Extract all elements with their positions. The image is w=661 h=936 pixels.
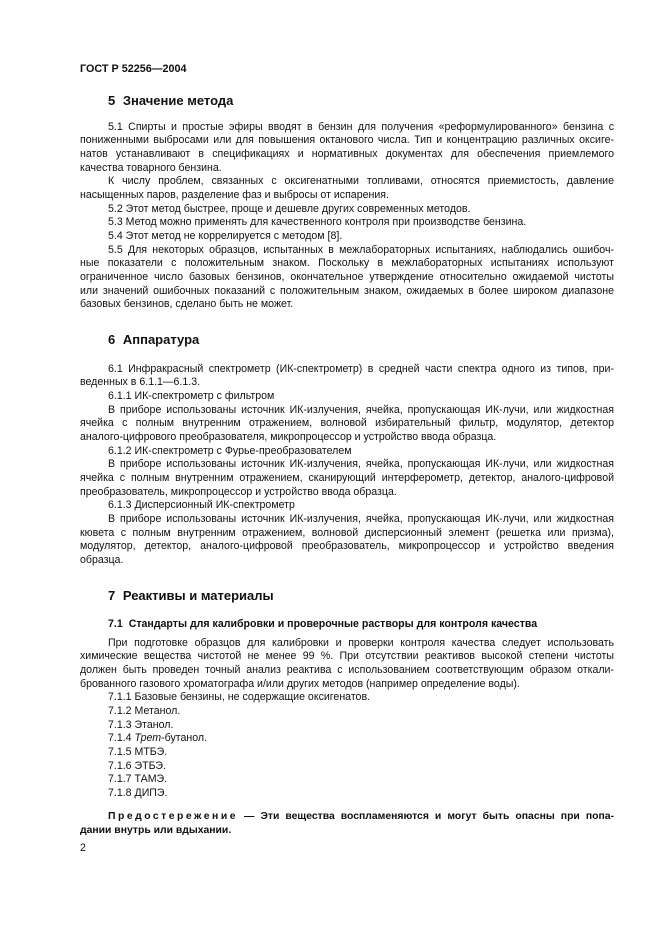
section-6-line-12: В приборе использованы источник ИК-излучения, ячейка, пропускающая ИК-лучи, или жидкостная [108,513,614,526]
item-number: 7.1.3 [108,718,132,731]
document-header: ГОСТ Р 52256—2004 [80,63,187,75]
section-5-line-5: К числу проблем, связанных с оксигенатными топливами, относятся приемистость, давление [108,175,614,188]
list-item-7-1-5 [80,746,614,760]
subsection-title: Стандарты для калибровки и проверочные растворы для контроля качества [128,618,538,630]
section-7-line-1: При подготовке образцов для калибровки и проверки контроля качества следует использовать [108,636,614,649]
section-5-line-8: 5.3 Метод можно применять для качественного контроля при производстве бензина. [108,216,527,229]
section-6-line-3: 6.1.1 ИК-спектрометр с фильтром [108,389,275,402]
section-5-body [80,121,614,313]
page-number: 2 [80,842,86,854]
section-5-line-6: насыщенных паров, разделение фаз и выбросы от испарения. [80,188,389,201]
section-7-line-4: брованного газового хроматографа и/или других методов (например определение воды). [80,677,520,690]
list-item-7-1-3 [80,719,614,733]
item-text: ДИПЭ. [134,787,168,800]
warning-line-1 [80,810,614,824]
list-item-7-1-6 [80,760,614,774]
section-5-line-1: 5.1 Спирты и простые эфиры вводят в бензин для получения «реформулированного» бензина с [108,120,614,133]
item-text: МТБЭ. [134,746,168,758]
warning-label: Предостережение [108,811,238,822]
item-text: ЭТБЭ. [134,759,166,772]
item-text: -бутанол. [161,732,208,745]
item-number: 7.1.1 [108,691,132,704]
subsection-number: 7.1 [108,618,123,630]
warning-line-2: дании внутрь или вдыхании. [80,824,232,836]
list-item-7-1-7 [80,773,614,787]
item-number: 7.1.7 [108,773,132,786]
section-6-line-13: кювета с полным внутренним отражением, волновой дисперсионный элемент (решетка или призма), [80,526,614,539]
warning-text: — Эти вещества воспламеняются и могут быть опасны при попа- [244,811,614,822]
item-number: 7.1.6 [108,759,132,772]
section-5-line-11: ные показатели с положительным знаком. Поскольку в межлабораторных испытаниях используют [80,257,614,270]
item-text: Этанол. [134,718,174,731]
section-title: Аппаратура [122,332,200,347]
section-7-body [80,637,614,801]
section-5-line-10: 5.5 Для некоторых образцов, испытанных в межлабораторных испытаниях, наблюдались ошибоч- [108,243,614,256]
section-title: Реактивы и материалы [122,587,274,603]
section-number: 6 [108,332,116,347]
item-number: 7.1.5 [108,746,132,758]
section-heading-5 [80,93,614,109]
list-item-7-1-1 [80,691,614,705]
section-5-line-14: базовых бензинов, сделано быть не может. [80,298,294,311]
section-5-line-2: пониженными выбросами или для повышения октанового числа. Тип и концентрацию различных оксиге- [80,134,614,147]
section-6-line-10: преобразователь, микропроцессор и устройство ввода образца. [80,485,397,498]
subsection-heading-7-1 [80,618,614,632]
item-text: Базовые бензины, не содержащие оксигенатов. [134,691,371,704]
item-number: 7.1.8 [108,787,132,800]
section-5-line-4: качества товарного бензина. [80,161,222,174]
section-5-line-9: 5.4 Этот метод не коррелируется с методом [8]. [108,230,343,242]
section-5-line-3: натов устанавливают в спецификациях и нормативных документах для обеспечения приемлемого [80,147,614,160]
section-6-line-7: 6.1.2 ИК-спектрометр с Фурье-преобразователем [108,444,352,457]
section-heading-7 [80,588,614,604]
item-text: ТАМЭ. [134,773,168,786]
section-6-body [80,363,614,568]
section-5-line-13: или значений ошибочных показаний с положительным знаком, ожидаемых в более широком диапазоне [80,284,614,297]
section-6-line-4: В приборе использованы источник ИК-излучения, ячейка, пропускающая ИК-лучи, или жидкостная [108,403,614,416]
warning-note [80,810,614,837]
item-number: 7.1.4 [108,732,132,745]
section-heading-6 [80,332,614,348]
section-number: 7 [108,587,116,603]
section-6-line-15: образца. [80,554,124,567]
section-5-line-12: ограниченное число базовых бензинов, окончательное утверждение относительно ожидаемой чистоты [80,271,614,284]
list-item-7-1-4 [80,732,614,746]
section-5-line-7: 5.2 Этот метод быстрее, проще и дешевле других современных методов. [108,202,471,215]
list-item-7-1-2 [80,705,614,719]
section-7-line-2: химические вещества чистотой не менее 99 %. При отсутствии реактивов высокой степени чистоты [80,650,614,663]
item-text: Метанол. [134,704,181,717]
section-6-line-14: модулятор, детектор, аналого-цифровой преобразователь, микропроцессор и устройство введения [80,540,614,553]
item-text-italic: Трет [134,732,162,745]
section-6-line-9: ячейка с полным внутренним отражением, сканирующий интерферометр, детектор, аналого-цифровой [80,472,614,484]
section-6-line-2: веденных в 6.1.1—6.1.3. [80,376,201,389]
section-6-line-1: 6.1 Инфракрасный спектрометр (ИК-спектрометр) в средней части спектра одного из типов, при- [108,362,614,375]
section-number: 5 [108,93,116,108]
section-7-line-3: должен быть проведен точный анализ реактива с использованием соответствующим образом откали- [80,663,614,676]
section-6-line-8: В приборе использованы источник ИК-излучения, ячейка, пропускающая ИК-лучи, или жидкостная [108,458,614,471]
section-6-line-11: 6.1.3 Дисперсионный ИК-спектрометр [108,499,295,512]
section-6-line-5: ячейка с полным внутренним отражением, волновой избирательный фильтр, модулятор, детектор [80,417,614,430]
list-item-7-1-8 [80,787,614,801]
section-6-line-6: аналого-цифрового преобразователя, микропроцессор и устройство ввода образца. [80,430,497,443]
section-title: Значение метода [122,93,234,108]
item-number: 7.1.2 [108,704,132,717]
